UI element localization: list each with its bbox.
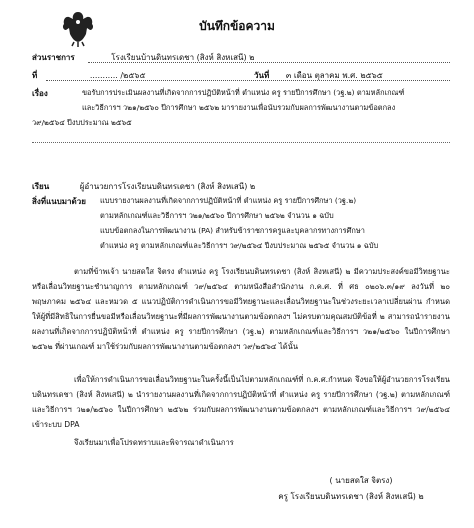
signature-position: ครู โรงเรียนบดินทรเดชา (สิงห์ สิงหเสนี) ๒: [278, 492, 424, 501]
attachment-line-2: ตามหลักเกณฑ์และวิธีการฯ ว๒๑/๒๕๖๐ ปีการศึกษา ๒๕๖๒ จำนวน ๑ ฉบับ: [100, 211, 334, 220]
agency-label: ส่วนราชการ: [32, 53, 75, 62]
memo-title: บันทึกข้อความ: [199, 19, 275, 33]
agency-dotline: [88, 62, 450, 63]
date-value: ๓ เดือน ตุลาคม พ.ศ. ๒๕๖๕: [285, 71, 383, 80]
subject-line-2: และวิธีการฯ ว๒๑/๒๕๖๐ ปีการศึกษา ๒๕๖๒ มารายงานเพื่อนับรวมกับผลการพัฒนางานตามข้อตกลง: [82, 103, 396, 112]
body-paragraph-2: เพื่อให้การดำเนินการขอเลื่อนวิทยฐานะในครั้งนี้เป็นไปตามหลักเกณฑ์ที่ ก.ค.ศ.กำหนด จึงขอให้ผู้อำนวยการโรงเรียนบดินทรเดชา (สิงห์ สิงหเสนี) ๒ นำรายงานผลงานที่เกิดจากการปฏิบัติหน้าที่ ตำแหน่ง ครู รายปีการศึกษา (วฐ.๒) ตามหลักเกณฑ์และวิธีการฯ ว๒๑/๒๕๖๐ ในปีการศึกษา ๒๕๖๒ ร่วมกับผลการพัฒนางานตามข้อตกลงฯ ตามหลักเกณฑ์และวิธีการฯ ว๙/๒๕๖๔ เข้าระบบ DPA: [32, 375, 450, 429]
doc-no-value: ........... /๒๕๖๕: [89, 71, 146, 80]
attachment-line-1: แบบรายงานผลงานที่เกิดจากการปฏิบัติหน้าที่ ตำแหน่ง ครู รายปีการศึกษา (วฐ.๒): [100, 196, 357, 205]
subject-line-1: ขอรับการประเมินผลงานที่เกิดจากการปฏิบัติหน้าที่ ตำแหน่ง ครู รายปีการศึกษา (วฐ.๒) ตามหลักเกณฑ์: [82, 88, 405, 97]
addressee-row: [32, 180, 450, 193]
doc-no-label: ที่: [32, 71, 38, 80]
body-paragraph-1: ตามที่ข้าพเจ้า นายสดใส จิตรง ตำแหน่ง ครู โรงเรียนบดินทรเดชา (สิงห์ สิงหเสนี) ๒ มีความประสงค์ขอมีวิทยฐานะหรือเลื่อนวิทยฐานะชำนาญการ ตามหลักเกณฑ์ ว๙/๒๕๖๔ ตามหนังสือสำนักงาน ก.ค.ศ. ที่ ศธ ๐๒๐๖.๓/๑๙ ลงวันที่ ๒๐ พฤษภาคม ๒๕๖๔ และหมวด ๕ แนวปฏิบัติการดำเนินการขอมีวิทยฐานะและเลื่อนวิทยฐานะในช่วงระยะเวลาเปลี่ยนผ่าน กำหนดให้ผู้ที่มีสิทธิในการยื่นขอมีหรือเลื่อนวิทยฐานะที่มีผลการพัฒนางานตามข้อตกลงฯ ไม่ครบตามคุณสมบัติข้อที่ ๒ สามารถนำรายงานผลงานที่เกิดจากการปฏิบัติหน้าที่ ตำแหน่ง ครู รายปีการศึกษา (วฐ.๒) ตามหลักเกณฑ์และวิธีการฯ ว๒๑/๒๕๖๐ ในปีการศึกษา ๒๕๖๒ ที่ผ่านเกณฑ์ มาใช้ร่วมกับผลการพัฒนางานตามข้อตกลงฯ ว๙/๒๕๖๔ ได้นั้น: [32, 267, 450, 351]
date-label: วันที่: [254, 71, 270, 80]
subject-line-3: ว๙/๒๕๖๔ ปีงบประมาณ ๒๕๖๕: [32, 118, 132, 127]
attachment-line-4: ตำแหน่ง ครู ตามหลักเกณฑ์และวิธีการฯ ว๙/๒๕๖๔ ปีงบประมาณ ๒๕๖๕ จำนวน ๑ ฉบับ: [100, 241, 379, 250]
attachments-label: สิ่งที่แนบมาด้วย: [32, 197, 86, 206]
addressee-value: ผู้อำนวยการโรงเรียนบดินทรเดชา (สิงห์ สิงหเสนี) ๒: [79, 182, 256, 191]
attachments-list: [100, 193, 450, 253]
number-date-dotline: [46, 80, 450, 81]
header-divider: [32, 142, 450, 143]
agency-value: โรงเรียนบ้านดินทรเดชา (สิงห์ สิงหเสนี) ๒: [111, 53, 255, 62]
closing-line: จึงเรียนมาเพื่อโปรดทราบและพิจารณาดำเนินการ: [74, 438, 234, 447]
subject-label: เรื่อง: [32, 89, 48, 98]
addressee-label: เรียน: [32, 182, 50, 191]
signature-name: ( นายสดใส จิตรง): [329, 476, 393, 485]
attachment-line-3: แบบข้อตกลงในการพัฒนางาน (PA) สำหรับข้าราชการครูและบุคลากรทางการศึกษา: [100, 226, 365, 235]
